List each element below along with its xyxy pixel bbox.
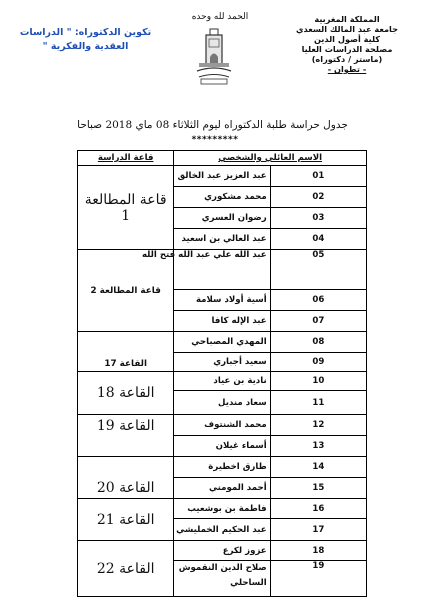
row-number: 09 [270, 353, 366, 372]
student-name: صلاح الدين النقموش الساحلي [174, 561, 270, 597]
room-cell: القاعة 18 [78, 372, 174, 415]
row-number: 17 [270, 519, 366, 541]
row-number: 14 [270, 457, 366, 478]
row-number: 11 [270, 391, 366, 415]
row-number: 07 [270, 311, 366, 332]
student-name: رضوان العسري [174, 208, 270, 229]
room-cell: قاعة المطالعة 1 [78, 166, 174, 250]
student-name: عبد العالي بن اسعيد [174, 229, 270, 250]
row-number: 02 [270, 187, 366, 208]
student-name: أسية أولاد سلامة [174, 290, 270, 311]
program-line: تكوين الدكتوراه: " الدراسات [19, 27, 152, 38]
row-number: 19 [270, 561, 366, 597]
student-name: عبد العزيز عبد الخالق [174, 166, 270, 187]
row-number: 04 [270, 229, 366, 250]
table-row [78, 250, 367, 290]
row-number: 10 [270, 372, 366, 391]
table-row [78, 332, 367, 353]
room-cell: القاعة 19 [78, 415, 174, 457]
student-name: سعاد منديل [174, 391, 270, 415]
university-emblem-icon [193, 27, 235, 87]
row-number: 03 [270, 208, 366, 229]
student-name: عبد الله علي عبد الله فتح الله [174, 250, 270, 290]
room-cell: القاعة 20 [78, 457, 174, 499]
table-row [78, 415, 367, 436]
table-row [78, 541, 367, 561]
student-name: عبد الإله كافا [174, 311, 270, 332]
room-cell: القاعة 22 [78, 541, 174, 597]
institution-line: مصلحة الدراسات العليا [301, 44, 393, 54]
room-cell: القاعة 17 [78, 332, 174, 372]
student-name: المهدي المصباحي [174, 332, 270, 353]
student-name: أحمد المومني [174, 478, 270, 499]
table-row [78, 499, 367, 519]
student-name: أسماء غيلان [174, 436, 270, 457]
row-number: 08 [270, 332, 366, 353]
student-name: نادية بن عياد [174, 372, 270, 391]
row-number: 15 [270, 478, 366, 499]
student-name: سعيد أجباري [174, 353, 270, 372]
row-number: 06 [270, 290, 366, 311]
institution-header [282, 14, 412, 74]
student-name: محمد مشكوري [174, 187, 270, 208]
document-title: جدول حراسة طلبة الدكتوراه ليوم الثلاثاء 08 ماي 2018 صباحا [77, 119, 348, 131]
program-title [8, 26, 163, 54]
row-number: 01 [270, 166, 366, 187]
row-number: 13 [270, 436, 366, 457]
student-name: فاطمة بن بوشعيب [174, 499, 270, 519]
student-name: عبد الحكيم الخمليشي [174, 519, 270, 541]
table-row [78, 457, 367, 478]
table-row [78, 372, 367, 391]
table-row [78, 166, 367, 187]
institution-line: (ماستر / دكتوراه) [311, 54, 383, 64]
institution-line: - تطوان - [327, 64, 367, 74]
student-name: طارق اخطيرة [174, 457, 270, 478]
table-header-row [78, 151, 367, 166]
institution-line: كلية أصول الدين [313, 34, 381, 44]
row-number: 18 [270, 541, 366, 561]
student-name: محمد الشنتوف [174, 415, 270, 436]
row-number: 16 [270, 499, 366, 519]
student-name: عزوز لكرع [174, 541, 270, 561]
separator-stars: ********* [191, 135, 239, 145]
praise-text: الحمد لله وحده [191, 12, 249, 22]
invigilation-table [77, 150, 367, 597]
institution-line: المملكة المغربية [314, 14, 380, 24]
column-header-name: الاسم العائلي والشخصي [174, 151, 367, 166]
institution-line: جامعة عبد المالك السعدي [295, 24, 399, 34]
room-cell: قاعة المطالعة 2 [78, 250, 174, 332]
column-header-room: قاعة الدراسة [78, 151, 174, 166]
program-line: العقدية والفكرية " [42, 41, 129, 52]
row-number: 05 [270, 250, 366, 290]
room-cell: القاعة 21 [78, 499, 174, 541]
row-number: 12 [270, 415, 366, 436]
